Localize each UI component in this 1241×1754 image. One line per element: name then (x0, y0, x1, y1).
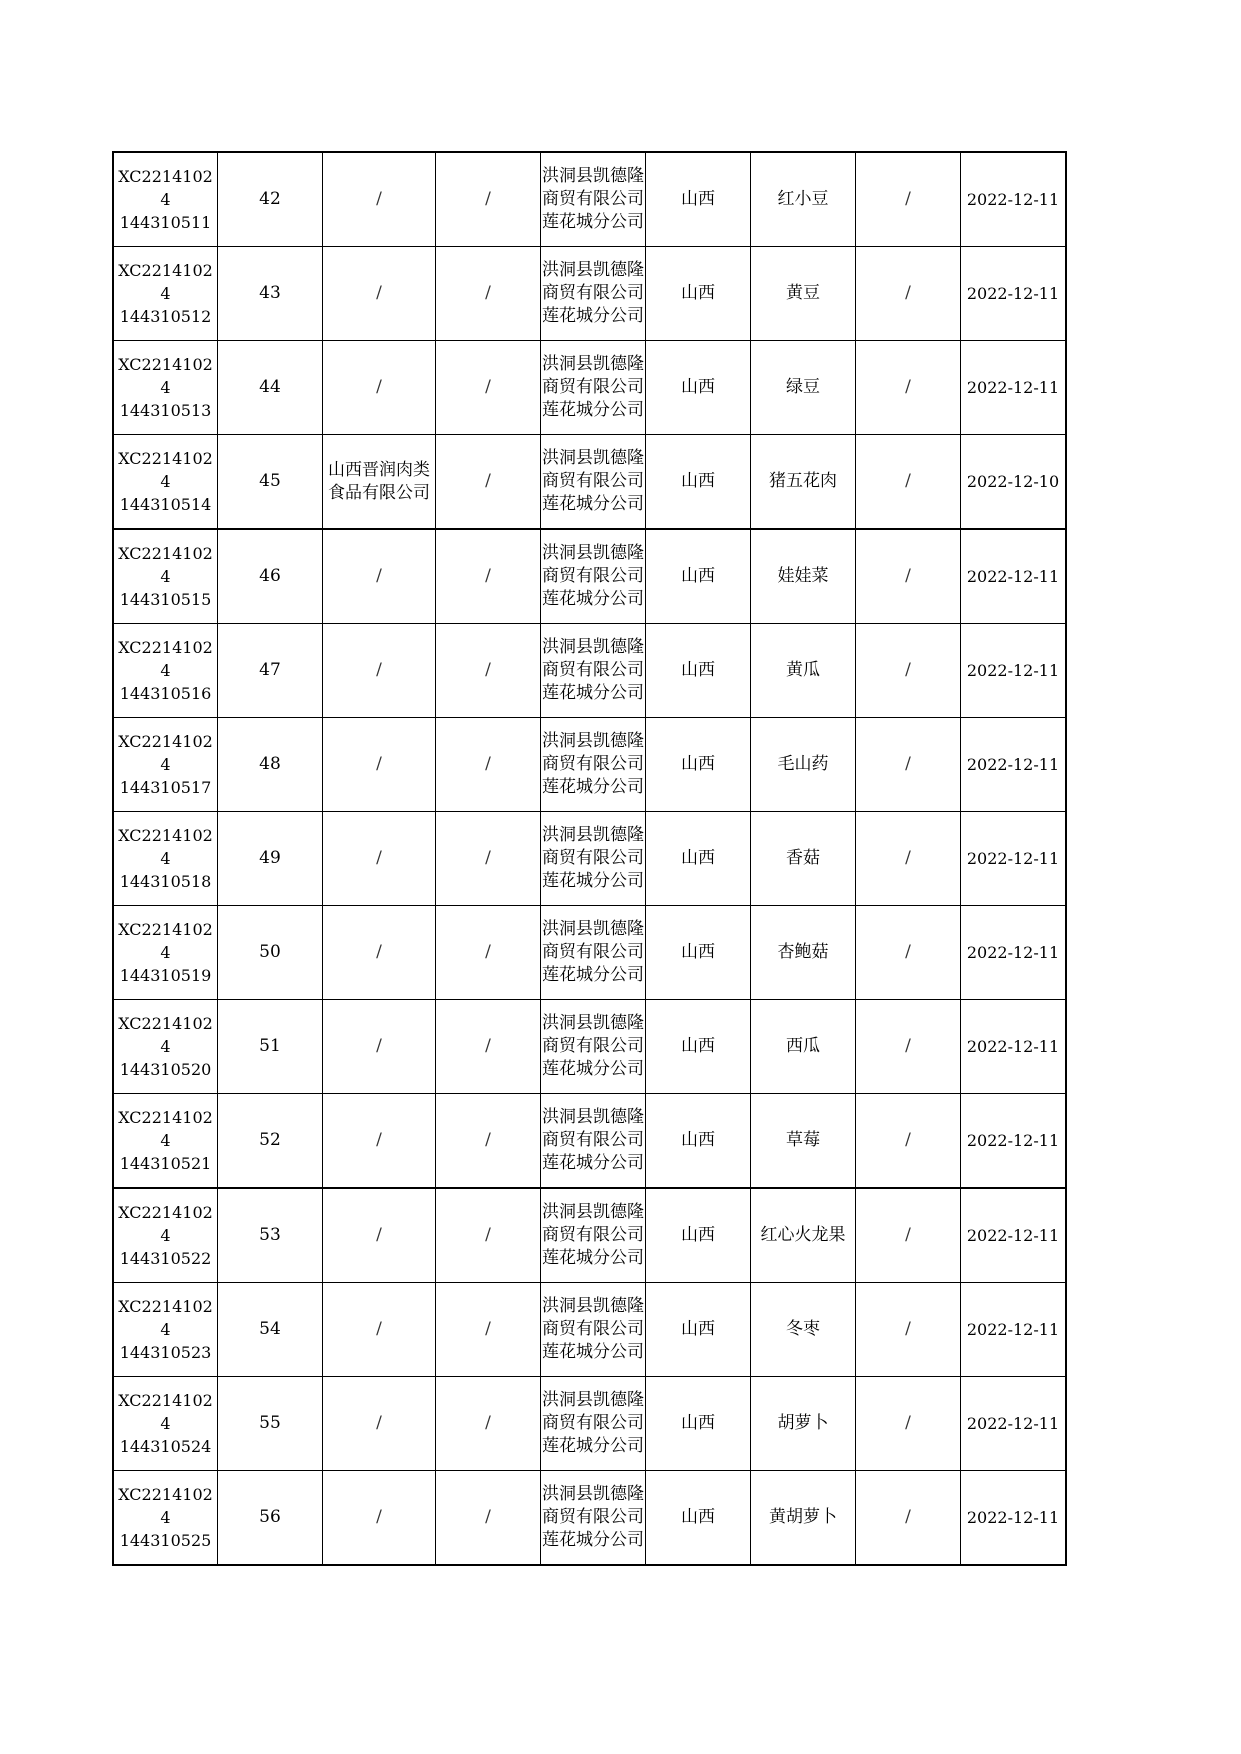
sample-code-cell (113, 1188, 218, 1283)
code-text: XC22141024 144310525 (118, 1485, 213, 1550)
manufacturer-address-cell (436, 247, 541, 341)
name-text: 绿豆 (786, 377, 820, 397)
date-text: 2022-12-11 (966, 755, 1060, 774)
sample-code-cell (113, 718, 218, 812)
province-text: 山西 (681, 848, 715, 868)
production-date-cell (961, 341, 1067, 435)
manufacturer-cell (323, 1377, 436, 1471)
food-name-cell (751, 812, 856, 906)
sampled-unit-cell (541, 718, 646, 812)
seller-text: 洪洞县凯德隆商贸有限公司莲花城分公司 (542, 166, 644, 232)
table-row (113, 906, 1066, 1000)
sampled-unit-cell (541, 247, 646, 341)
date-text: 2022-12-11 (966, 1226, 1060, 1245)
date-text: 2022-12-11 (966, 849, 1060, 868)
name-text: 杏鲍菇 (777, 942, 829, 962)
production-date-cell (961, 1283, 1067, 1377)
manufacturer-text: / (376, 848, 382, 868)
manufacturer-cell (323, 1094, 436, 1189)
production-date-cell (961, 906, 1067, 1000)
food-name-cell (751, 1471, 856, 1566)
code-text: XC22141024 144310516 (118, 638, 213, 703)
manufacturer-address-cell (436, 1000, 541, 1094)
sequence-number-cell (218, 1188, 323, 1283)
food-name-cell (751, 1188, 856, 1283)
sequence-number-cell (218, 341, 323, 435)
sequence-number-cell (218, 529, 323, 624)
seller-text: 洪洞县凯德隆商贸有限公司莲花城分公司 (542, 543, 644, 609)
spec-text: / (905, 1225, 911, 1245)
mfr-address-text: / (485, 1036, 491, 1056)
sequence-number-cell (218, 1471, 323, 1566)
manufacturer-cell (323, 1188, 436, 1283)
province-cell (646, 247, 751, 341)
spec-text: / (905, 1036, 911, 1056)
sampled-unit-cell (541, 812, 646, 906)
table-body (113, 152, 1066, 1565)
manufacturer-text: / (376, 566, 382, 586)
seq-text: 51 (259, 1036, 281, 1056)
food-name-cell (751, 1094, 856, 1189)
date-text: 2022-12-11 (966, 1320, 1060, 1339)
seq-text: 49 (259, 848, 281, 868)
manufacturer-text: / (376, 1413, 382, 1433)
specification-cell (856, 1094, 961, 1189)
sample-code-cell (113, 1377, 218, 1471)
production-date-cell (961, 1094, 1067, 1189)
manufacturer-cell (323, 152, 436, 247)
sample-code-cell (113, 247, 218, 341)
food-name-cell (751, 529, 856, 624)
province-cell (646, 435, 751, 530)
manufacturer-text: / (376, 1130, 382, 1150)
table-row (113, 247, 1066, 341)
manufacturer-cell (323, 812, 436, 906)
spec-text: / (905, 754, 911, 774)
sampled-unit-cell (541, 1094, 646, 1189)
manufacturer-address-cell (436, 341, 541, 435)
seq-text: 44 (259, 377, 281, 397)
mfr-address-text: / (485, 754, 491, 774)
food-name-cell (751, 435, 856, 530)
seller-text: 洪洞县凯德隆商贸有限公司莲花城分公司 (542, 354, 644, 420)
province-text: 山西 (681, 1130, 715, 1150)
province-text: 山西 (681, 1413, 715, 1433)
spec-text: / (905, 471, 911, 491)
code-text: XC22141024 144310520 (118, 1014, 213, 1079)
manufacturer-address-cell (436, 1377, 541, 1471)
seller-text: 洪洞县凯德隆商贸有限公司莲花城分公司 (542, 1296, 644, 1362)
name-text: 草莓 (786, 1130, 820, 1150)
sequence-number-cell (218, 435, 323, 530)
sample-code-cell (113, 1000, 218, 1094)
manufacturer-text: 山西晋润肉类食品有限公司 (328, 459, 430, 503)
spec-text: / (905, 1319, 911, 1339)
code-text: XC22141024 144310518 (118, 826, 213, 891)
table-row (113, 812, 1066, 906)
specification-cell (856, 1283, 961, 1377)
sample-code-cell (113, 1471, 218, 1566)
seq-text: 53 (259, 1225, 281, 1245)
sampling-results-table (112, 151, 1067, 1566)
code-text: XC22141024 144310513 (118, 355, 213, 420)
seq-text: 43 (259, 283, 281, 303)
production-date-cell (961, 1471, 1067, 1566)
food-name-cell (751, 247, 856, 341)
code-text: XC22141024 144310514 (118, 449, 213, 514)
province-cell (646, 1283, 751, 1377)
specification-cell (856, 718, 961, 812)
code-text: XC22141024 144310519 (118, 920, 213, 985)
manufacturer-cell (323, 718, 436, 812)
province-cell (646, 1377, 751, 1471)
manufacturer-cell (323, 624, 436, 718)
sampled-unit-cell (541, 341, 646, 435)
mfr-address-text: / (485, 942, 491, 962)
name-text: 红心火龙果 (760, 1225, 846, 1245)
seller-text: 洪洞县凯德隆商贸有限公司莲花城分公司 (542, 260, 644, 326)
province-text: 山西 (681, 1319, 715, 1339)
seller-text: 洪洞县凯德隆商贸有限公司莲花城分公司 (542, 731, 644, 797)
seller-text: 洪洞县凯德隆商贸有限公司莲花城分公司 (542, 1202, 644, 1268)
sequence-number-cell (218, 1094, 323, 1189)
manufacturer-address-cell (436, 718, 541, 812)
table-row (113, 624, 1066, 718)
sampled-unit-cell (541, 1188, 646, 1283)
spec-text: / (905, 660, 911, 680)
manufacturer-text: / (376, 1036, 382, 1056)
name-text: 香菇 (786, 848, 820, 868)
manufacturer-cell (323, 341, 436, 435)
seq-text: 48 (259, 754, 281, 774)
sample-code-cell (113, 624, 218, 718)
sequence-number-cell (218, 906, 323, 1000)
production-date-cell (961, 1377, 1067, 1471)
sampled-unit-cell (541, 529, 646, 624)
production-date-cell (961, 718, 1067, 812)
seller-text: 洪洞县凯德隆商贸有限公司莲花城分公司 (542, 1484, 644, 1550)
manufacturer-text: / (376, 189, 382, 209)
province-text: 山西 (681, 942, 715, 962)
province-text: 山西 (681, 283, 715, 303)
province-cell (646, 1000, 751, 1094)
province-text: 山西 (681, 1225, 715, 1245)
sampled-unit-cell (541, 624, 646, 718)
seq-text: 52 (259, 1130, 281, 1150)
seq-text: 56 (259, 1507, 281, 1527)
province-cell (646, 718, 751, 812)
seller-text: 洪洞县凯德隆商贸有限公司莲花城分公司 (542, 448, 644, 514)
sequence-number-cell (218, 152, 323, 247)
name-text: 黄豆 (786, 283, 820, 303)
production-date-cell (961, 529, 1067, 624)
manufacturer-text: / (376, 1319, 382, 1339)
sequence-number-cell (218, 247, 323, 341)
spec-text: / (905, 283, 911, 303)
sequence-number-cell (218, 718, 323, 812)
sample-code-cell (113, 812, 218, 906)
manufacturer-address-cell (436, 435, 541, 530)
spec-text: / (905, 1130, 911, 1150)
production-date-cell (961, 247, 1067, 341)
seq-text: 42 (259, 189, 281, 209)
mfr-address-text: / (485, 1319, 491, 1339)
sampled-unit-cell (541, 1283, 646, 1377)
province-cell (646, 1188, 751, 1283)
manufacturer-text: / (376, 1507, 382, 1527)
manufacturer-cell (323, 1471, 436, 1566)
specification-cell (856, 812, 961, 906)
name-text: 红小豆 (777, 189, 829, 209)
code-text: XC22141024 144310515 (118, 544, 213, 609)
mfr-address-text: / (485, 566, 491, 586)
table-row (113, 341, 1066, 435)
mfr-address-text: / (485, 1225, 491, 1245)
date-text: 2022-12-11 (966, 190, 1060, 209)
mfr-address-text: / (485, 377, 491, 397)
spec-text: / (905, 1413, 911, 1433)
manufacturer-cell (323, 529, 436, 624)
seller-text: 洪洞县凯德隆商贸有限公司莲花城分公司 (542, 1390, 644, 1456)
mfr-address-text: / (485, 471, 491, 491)
code-text: XC22141024 144310517 (118, 732, 213, 797)
date-text: 2022-12-11 (966, 661, 1060, 680)
province-cell (646, 1094, 751, 1189)
seq-text: 50 (259, 942, 281, 962)
specification-cell (856, 341, 961, 435)
manufacturer-address-cell (436, 812, 541, 906)
mfr-address-text: / (485, 660, 491, 680)
production-date-cell (961, 624, 1067, 718)
seq-text: 45 (259, 471, 281, 491)
table-row (113, 529, 1066, 624)
province-text: 山西 (681, 377, 715, 397)
date-text: 2022-12-10 (966, 472, 1060, 491)
manufacturer-text: / (376, 660, 382, 680)
seller-text: 洪洞县凯德隆商贸有限公司莲花城分公司 (542, 825, 644, 891)
production-date-cell (961, 1000, 1067, 1094)
province-cell (646, 529, 751, 624)
mfr-address-text: / (485, 1413, 491, 1433)
seller-text: 洪洞县凯德隆商贸有限公司莲花城分公司 (542, 919, 644, 985)
specification-cell (856, 529, 961, 624)
province-cell (646, 341, 751, 435)
table-row (113, 152, 1066, 247)
province-text: 山西 (681, 1036, 715, 1056)
code-text: XC22141024 144310521 (118, 1108, 213, 1173)
sequence-number-cell (218, 624, 323, 718)
date-text: 2022-12-11 (966, 567, 1060, 586)
province-text: 山西 (681, 754, 715, 774)
province-cell (646, 152, 751, 247)
sampled-unit-cell (541, 906, 646, 1000)
mfr-address-text: / (485, 189, 491, 209)
production-date-cell (961, 812, 1067, 906)
manufacturer-cell (323, 1000, 436, 1094)
sequence-number-cell (218, 1000, 323, 1094)
manufacturer-text: / (376, 754, 382, 774)
sample-code-cell (113, 1094, 218, 1189)
manufacturer-cell (323, 435, 436, 530)
province-text: 山西 (681, 566, 715, 586)
specification-cell (856, 1377, 961, 1471)
province-text: 山西 (681, 1507, 715, 1527)
sampled-unit-cell (541, 435, 646, 530)
manufacturer-cell (323, 1283, 436, 1377)
name-text: 毛山药 (777, 754, 829, 774)
date-text: 2022-12-11 (966, 378, 1060, 397)
province-cell (646, 906, 751, 1000)
mfr-address-text: / (485, 1130, 491, 1150)
manufacturer-text: / (376, 377, 382, 397)
sampled-unit-cell (541, 1471, 646, 1566)
province-text: 山西 (681, 660, 715, 680)
food-name-cell (751, 1377, 856, 1471)
table-row (113, 1094, 1066, 1189)
manufacturer-text: / (376, 283, 382, 303)
sampled-unit-cell (541, 1000, 646, 1094)
code-text: XC22141024 144310524 (118, 1391, 213, 1456)
manufacturer-text: / (376, 942, 382, 962)
sampled-unit-cell (541, 152, 646, 247)
code-text: XC22141024 144310512 (118, 261, 213, 326)
table-row (113, 1283, 1066, 1377)
production-date-cell (961, 1188, 1067, 1283)
manufacturer-cell (323, 247, 436, 341)
manufacturer-cell (323, 906, 436, 1000)
seq-text: 54 (259, 1319, 281, 1339)
spec-text: / (905, 942, 911, 962)
food-name-cell (751, 624, 856, 718)
name-text: 黄胡萝卜 (769, 1507, 837, 1527)
manufacturer-address-cell (436, 1094, 541, 1189)
table-row (113, 435, 1066, 530)
date-text: 2022-12-11 (966, 1037, 1060, 1056)
sample-code-cell (113, 435, 218, 530)
specification-cell (856, 1471, 961, 1566)
province-cell (646, 624, 751, 718)
date-text: 2022-12-11 (966, 1414, 1060, 1433)
specification-cell (856, 435, 961, 530)
mfr-address-text: / (485, 283, 491, 303)
sampled-unit-cell (541, 1377, 646, 1471)
food-name-cell (751, 152, 856, 247)
specification-cell (856, 1000, 961, 1094)
seller-text: 洪洞县凯德隆商贸有限公司莲花城分公司 (542, 1107, 644, 1173)
date-text: 2022-12-11 (966, 943, 1060, 962)
production-date-cell (961, 435, 1067, 530)
seq-text: 46 (259, 566, 281, 586)
province-text: 山西 (681, 471, 715, 491)
spec-text: / (905, 1507, 911, 1527)
food-name-cell (751, 906, 856, 1000)
province-text: 山西 (681, 189, 715, 209)
production-date-cell (961, 152, 1067, 247)
spec-text: / (905, 848, 911, 868)
manufacturer-address-cell (436, 1188, 541, 1283)
table-row (113, 1188, 1066, 1283)
seq-text: 55 (259, 1413, 281, 1433)
sequence-number-cell (218, 1283, 323, 1377)
specification-cell (856, 906, 961, 1000)
sample-code-cell (113, 1283, 218, 1377)
date-text: 2022-12-11 (966, 1131, 1060, 1150)
sample-code-cell (113, 152, 218, 247)
manufacturer-address-cell (436, 529, 541, 624)
code-text: XC22141024 144310511 (118, 167, 213, 232)
province-cell (646, 812, 751, 906)
food-name-cell (751, 1000, 856, 1094)
name-text: 猪五花肉 (769, 471, 837, 491)
sequence-number-cell (218, 1377, 323, 1471)
specification-cell (856, 1188, 961, 1283)
specification-cell (856, 247, 961, 341)
table-row (113, 1377, 1066, 1471)
mfr-address-text: / (485, 1507, 491, 1527)
name-text: 冬枣 (786, 1319, 820, 1339)
seq-text: 47 (259, 660, 281, 680)
code-text: XC22141024 144310522 (118, 1203, 213, 1268)
name-text: 黄瓜 (786, 660, 820, 680)
table-row (113, 1471, 1066, 1566)
date-text: 2022-12-11 (966, 284, 1060, 303)
mfr-address-text: / (485, 848, 491, 868)
spec-text: / (905, 566, 911, 586)
food-name-cell (751, 1283, 856, 1377)
province-cell (646, 1471, 751, 1566)
sample-code-cell (113, 906, 218, 1000)
name-text: 西瓜 (786, 1036, 820, 1056)
specification-cell (856, 624, 961, 718)
manufacturer-address-cell (436, 1471, 541, 1566)
seller-text: 洪洞县凯德隆商贸有限公司莲花城分公司 (542, 1013, 644, 1079)
food-name-cell (751, 718, 856, 812)
name-text: 胡萝卜 (777, 1413, 829, 1433)
table-row (113, 718, 1066, 812)
name-text: 娃娃菜 (777, 566, 829, 586)
code-text: XC22141024 144310523 (118, 1297, 213, 1362)
manufacturer-address-cell (436, 152, 541, 247)
manufacturer-address-cell (436, 1283, 541, 1377)
table-row (113, 1000, 1066, 1094)
spec-text: / (905, 189, 911, 209)
manufacturer-address-cell (436, 906, 541, 1000)
date-text: 2022-12-11 (966, 1508, 1060, 1527)
food-name-cell (751, 341, 856, 435)
spec-text: / (905, 377, 911, 397)
sample-code-cell (113, 529, 218, 624)
manufacturer-text: / (376, 1225, 382, 1245)
manufacturer-address-cell (436, 624, 541, 718)
seller-text: 洪洞县凯德隆商贸有限公司莲花城分公司 (542, 637, 644, 703)
specification-cell (856, 152, 961, 247)
sample-code-cell (113, 341, 218, 435)
sequence-number-cell (218, 812, 323, 906)
